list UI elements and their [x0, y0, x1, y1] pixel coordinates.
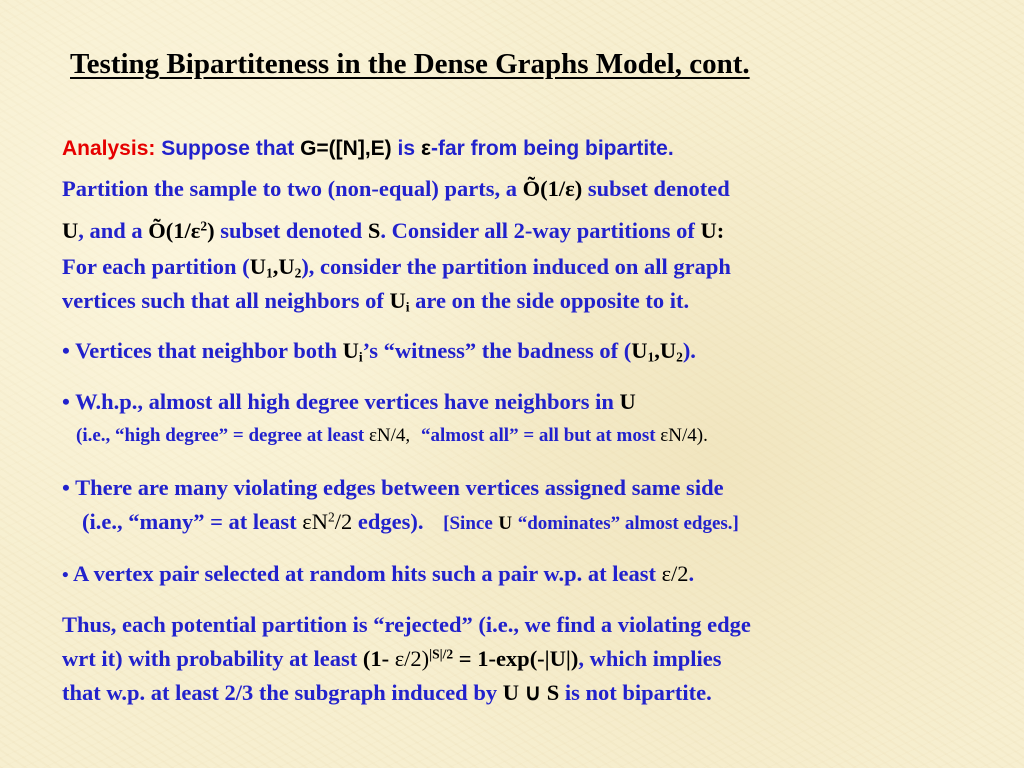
set-s: S	[367, 218, 381, 243]
bullet-high-degree-note	[62, 421, 708, 451]
partition-line-4	[62, 284, 689, 318]
set-u: U	[619, 389, 636, 414]
comma: ,	[654, 338, 660, 363]
partition-text: , and a	[78, 218, 143, 243]
conclusion-text: that w.p. at least 2/3 the subgraph induced by	[62, 680, 498, 705]
bullet-text: • Vertices that neighbor both	[62, 338, 337, 363]
slide-title: Testing Bipartiteness in the Dense Graphs Model, cont.	[70, 48, 750, 80]
paren: )	[207, 218, 215, 243]
analysis-eps: ε	[421, 137, 431, 160]
bullet-text: A vertex pair selected at random hits such a pair w.p. at least	[73, 561, 656, 586]
bullet-witness	[62, 334, 696, 368]
conclusion-line-1	[62, 608, 751, 642]
conclusion-text: , which implies	[578, 646, 722, 671]
bullet-text: .	[688, 561, 695, 586]
set-u: U	[498, 513, 513, 534]
partition-text: subset denoted	[220, 218, 363, 243]
epsilon: ε	[190, 218, 201, 243]
partition-line-2	[62, 214, 724, 248]
note-text: “dominates” almost edges.]	[517, 513, 739, 534]
bullet-text: • W.h.p., almost all high degree vertices have neighbors in	[62, 389, 614, 414]
bullet-high-degree	[62, 385, 636, 419]
analysis-label: Analysis:	[62, 137, 156, 160]
set-u: U	[659, 338, 677, 363]
bullet-text: • There are many violating edges between vertices assigned same side	[62, 475, 724, 500]
note-text: (i.e., “many” = at least	[82, 509, 297, 534]
partition-text: are on the side opposite to it.	[415, 288, 690, 313]
subscript: 2	[676, 349, 683, 365]
partition-text: For each partition (	[62, 254, 250, 279]
subscript: 1	[647, 349, 655, 365]
math-eps-n: εN	[302, 509, 328, 534]
partition-text: vertices such that all neighbors of	[62, 288, 384, 313]
math-frac: /2	[334, 509, 353, 534]
set-u: U	[278, 254, 295, 279]
math-eps-half: ε/2	[661, 561, 689, 586]
conclusion-line-3	[62, 676, 712, 710]
partition-text: ), consider the partition induced on all graph	[301, 254, 731, 279]
analysis-graph: G=([N],E)	[300, 137, 392, 160]
note-text: (i.e., “high degree” = degree at least	[76, 425, 365, 446]
note-text: edges).	[357, 509, 424, 534]
subscript: 2	[294, 265, 302, 281]
note-text: [Since	[443, 513, 493, 534]
set-u: U	[62, 218, 79, 243]
bullet-text: ’s “witness” the badness of (	[362, 338, 632, 363]
analysis-far: -far from being bipartite.	[430, 137, 674, 160]
bullet-vertex-pair	[62, 557, 694, 593]
partition-text: . Consider all 2-way partitions of	[380, 218, 695, 243]
epsilon: ε	[565, 176, 575, 201]
math-eps-n: εN/4).	[660, 425, 708, 446]
partition-text: subset denoted	[587, 176, 730, 201]
subscript: i	[405, 299, 410, 315]
math-expr: ε/2)	[394, 646, 430, 671]
partition-text: Partition the sample to two (non-equal) parts, a	[62, 176, 517, 201]
subscript: i	[358, 349, 363, 365]
partition-line-1	[62, 172, 730, 206]
set-s: S	[546, 680, 560, 705]
set-u: U	[249, 254, 266, 279]
subscript: 1	[265, 265, 273, 281]
set-u: U	[389, 288, 406, 313]
paren: )	[574, 176, 583, 201]
math-expr: = 1-exp(-|U|)	[458, 646, 579, 671]
superscript: 2	[200, 218, 208, 234]
bullet-violating-edges	[62, 471, 724, 505]
analysis-is: is	[397, 137, 416, 160]
math-expr: (1-	[362, 646, 390, 671]
set-u: U	[631, 338, 648, 363]
bullet-text: ).	[682, 338, 696, 363]
conclusion-text: Thus, each potential partition is “rejected” (i.e., we find a violating edge	[62, 612, 751, 637]
analysis-line	[62, 132, 674, 166]
partition-line-3	[62, 250, 731, 284]
set-u: U:	[700, 218, 725, 243]
bullet-violating-edges-note	[62, 505, 739, 541]
note-text: “almost all” = all but at most	[420, 425, 656, 446]
superscript: 2	[328, 509, 335, 525]
math-union: U ∪	[502, 680, 542, 705]
conclusion-text: is not bipartite.	[564, 680, 712, 705]
comma: ,	[272, 254, 279, 279]
bullet-mark: •	[62, 565, 69, 586]
o-tilde: Õ(1/	[522, 176, 566, 201]
o-tilde: Õ(1/	[148, 218, 191, 243]
conclusion-line-2	[62, 642, 721, 676]
math-eps-n: εN/4,	[368, 425, 411, 446]
conclusion-text: wrt it) with probability at least	[62, 646, 358, 671]
superscript: |S|/2	[429, 646, 454, 662]
analysis-suppose: Suppose that	[161, 137, 295, 160]
set-u: U	[342, 338, 359, 363]
